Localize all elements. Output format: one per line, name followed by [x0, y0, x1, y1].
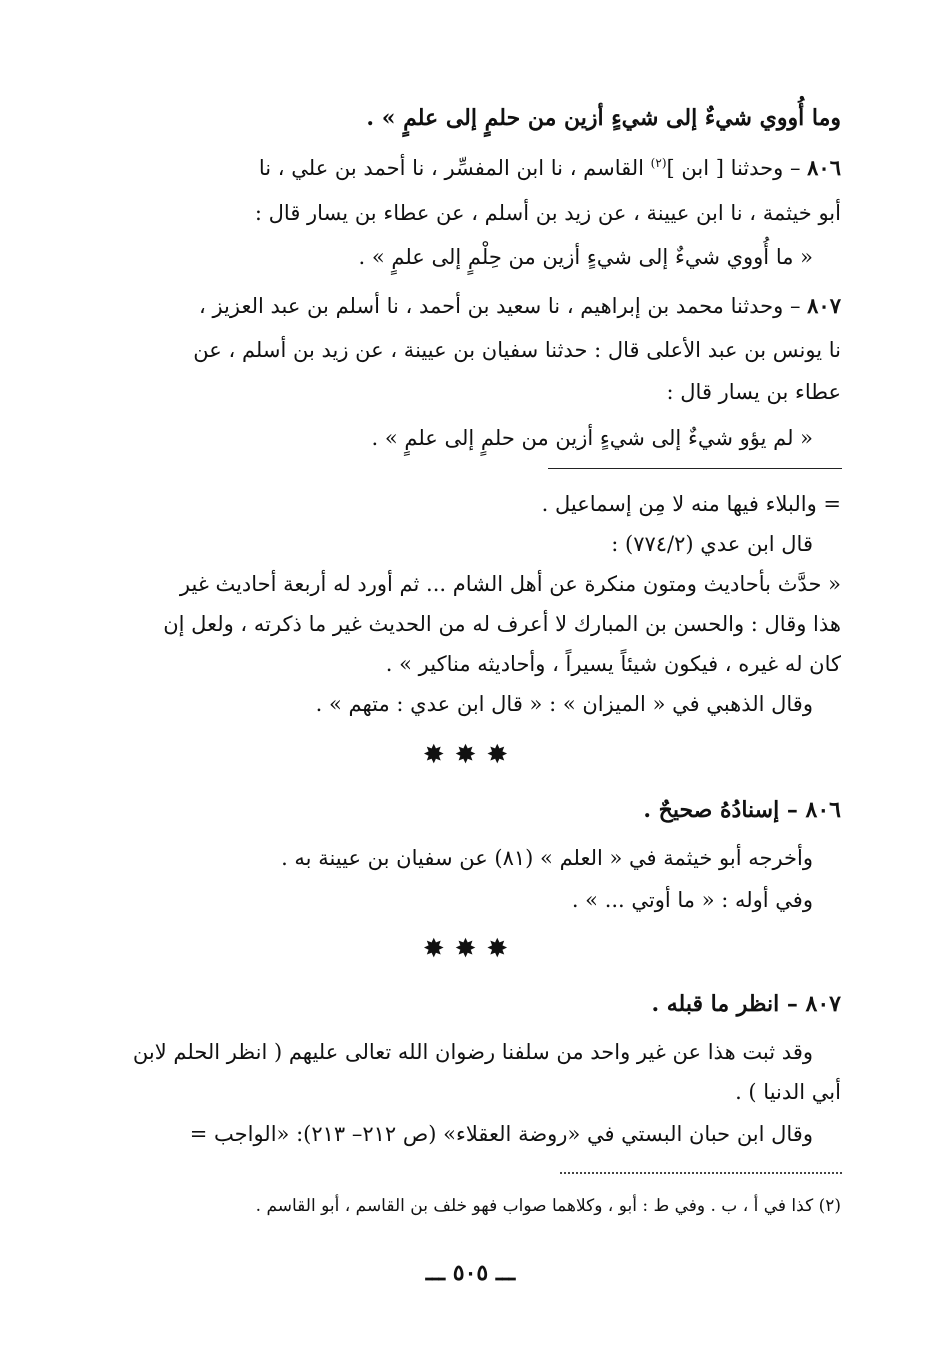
- entry-806-line-2: أبو خيثمة ، نا ابن عيينة ، عن زيد بن أسلم ، عن عطاء بن يسار قال :: [254, 201, 841, 225]
- entry-806-text-a: – وحدثنا [ ابن ]: [666, 156, 808, 180]
- commentary-line-1: = والبلاء فيها منه لا مِن إسماعيل .: [541, 492, 841, 516]
- entry-807-line-4: « لم يؤو شيءٌ إلى شيءٍ أزين من حلمٍ إلى علمٍ » .: [371, 426, 813, 450]
- commentary-separator: [548, 468, 842, 469]
- commentary-line-2: قال ابن عدي (٧٧٤/٢) :: [611, 532, 813, 556]
- main-line-1: وما أُووي شيءٌ إلى شيءٍ أزين من حلمٍ إلى علمٍ » .: [366, 105, 841, 131]
- page-number: ـــ ٥٠٥ ـــ: [425, 1260, 516, 1286]
- section-divider-stars-2: ✸✸✸: [422, 934, 519, 964]
- entry-807-number: ٨٠٧: [807, 293, 841, 318]
- footnote-separator: [560, 1172, 842, 1174]
- commentary-line-7: وأخرجه أبو خيثمة في « العلم » (٨١) عن سفيان بن عيينة به .: [281, 846, 813, 870]
- entry-806-line-3: « ما أُووي شيءٌ إلى شيءٍ أزين من حِلْمٍ إلى علمٍ » .: [358, 245, 813, 269]
- commentary-line-8: وفي أوله : « ما أوتي ... » .: [571, 888, 813, 912]
- commentary-line-5: كان له غيره ، فيكون شيئاً يسيراً ، وأحاديثه مناكير » .: [385, 652, 841, 676]
- commentary-line-6: وقال الذهبي في « الميزان » : « قال ابن عدي : متهم » .: [315, 692, 813, 716]
- footnote-ref-2[interactable]: (٢): [650, 156, 667, 170]
- commentary-line-11: وقال ابن حبان البستي في «روضة العقلاء» (ص ٢١٢– ٢١٣): «الواجب =: [189, 1122, 813, 1146]
- entry-807-line-2: نا يونس بن عبد الأعلى قال : حدثنا سفيان بن عيينة ، عن زيد بن أسلم ، عن: [193, 338, 841, 362]
- entry-806-line-1: [259, 152, 841, 184]
- entry-807-line-1: [199, 290, 841, 322]
- commentary-line-3: « حدَّث بأحاديث ومتون منكرة عن أهل الشام ... ثم أورد له أربعة أحاديث غير: [179, 572, 841, 596]
- commentary-line-9: وقد ثبت هذا عن غير واحد من سلفنا رضوان الله تعالى عليهم ( انظر الحلم لابن: [132, 1040, 813, 1064]
- entry-807-line-3: عطاء بن يسار قال :: [666, 380, 841, 404]
- heading-806: ٨٠٦ – إسنادُهُ صحيحٌ .: [643, 797, 841, 823]
- section-divider-stars: ✸✸✸: [422, 740, 519, 770]
- heading-807: ٨٠٧ – انظر ما قبله .: [651, 991, 841, 1017]
- commentary-line-4: هذا وقال : والحسن بن المبارك لا أعرف له من الحديث غير ما ذكرته ، ولعل إن: [163, 612, 841, 636]
- entry-807-text: – وحدثنا محمد بن إبراهيم ، نا سعيد بن أحمد ، نا أسلم بن عبد العزيز ،: [198, 294, 808, 318]
- entry-806-text-b: القاسم ، نا ابن المفسِّر ، نا أحمد بن علي ، نا: [258, 156, 651, 180]
- entry-806-number: ٨٠٦: [807, 155, 841, 180]
- footnote-2: (٢) كذا في أ ، ب . وفي ط : أبو ، وكلاهما صواب فهو خلف بن القاسم ، أبو القاسم .: [255, 1196, 841, 1216]
- commentary-line-10: أبي الدنيا ) .: [735, 1080, 841, 1104]
